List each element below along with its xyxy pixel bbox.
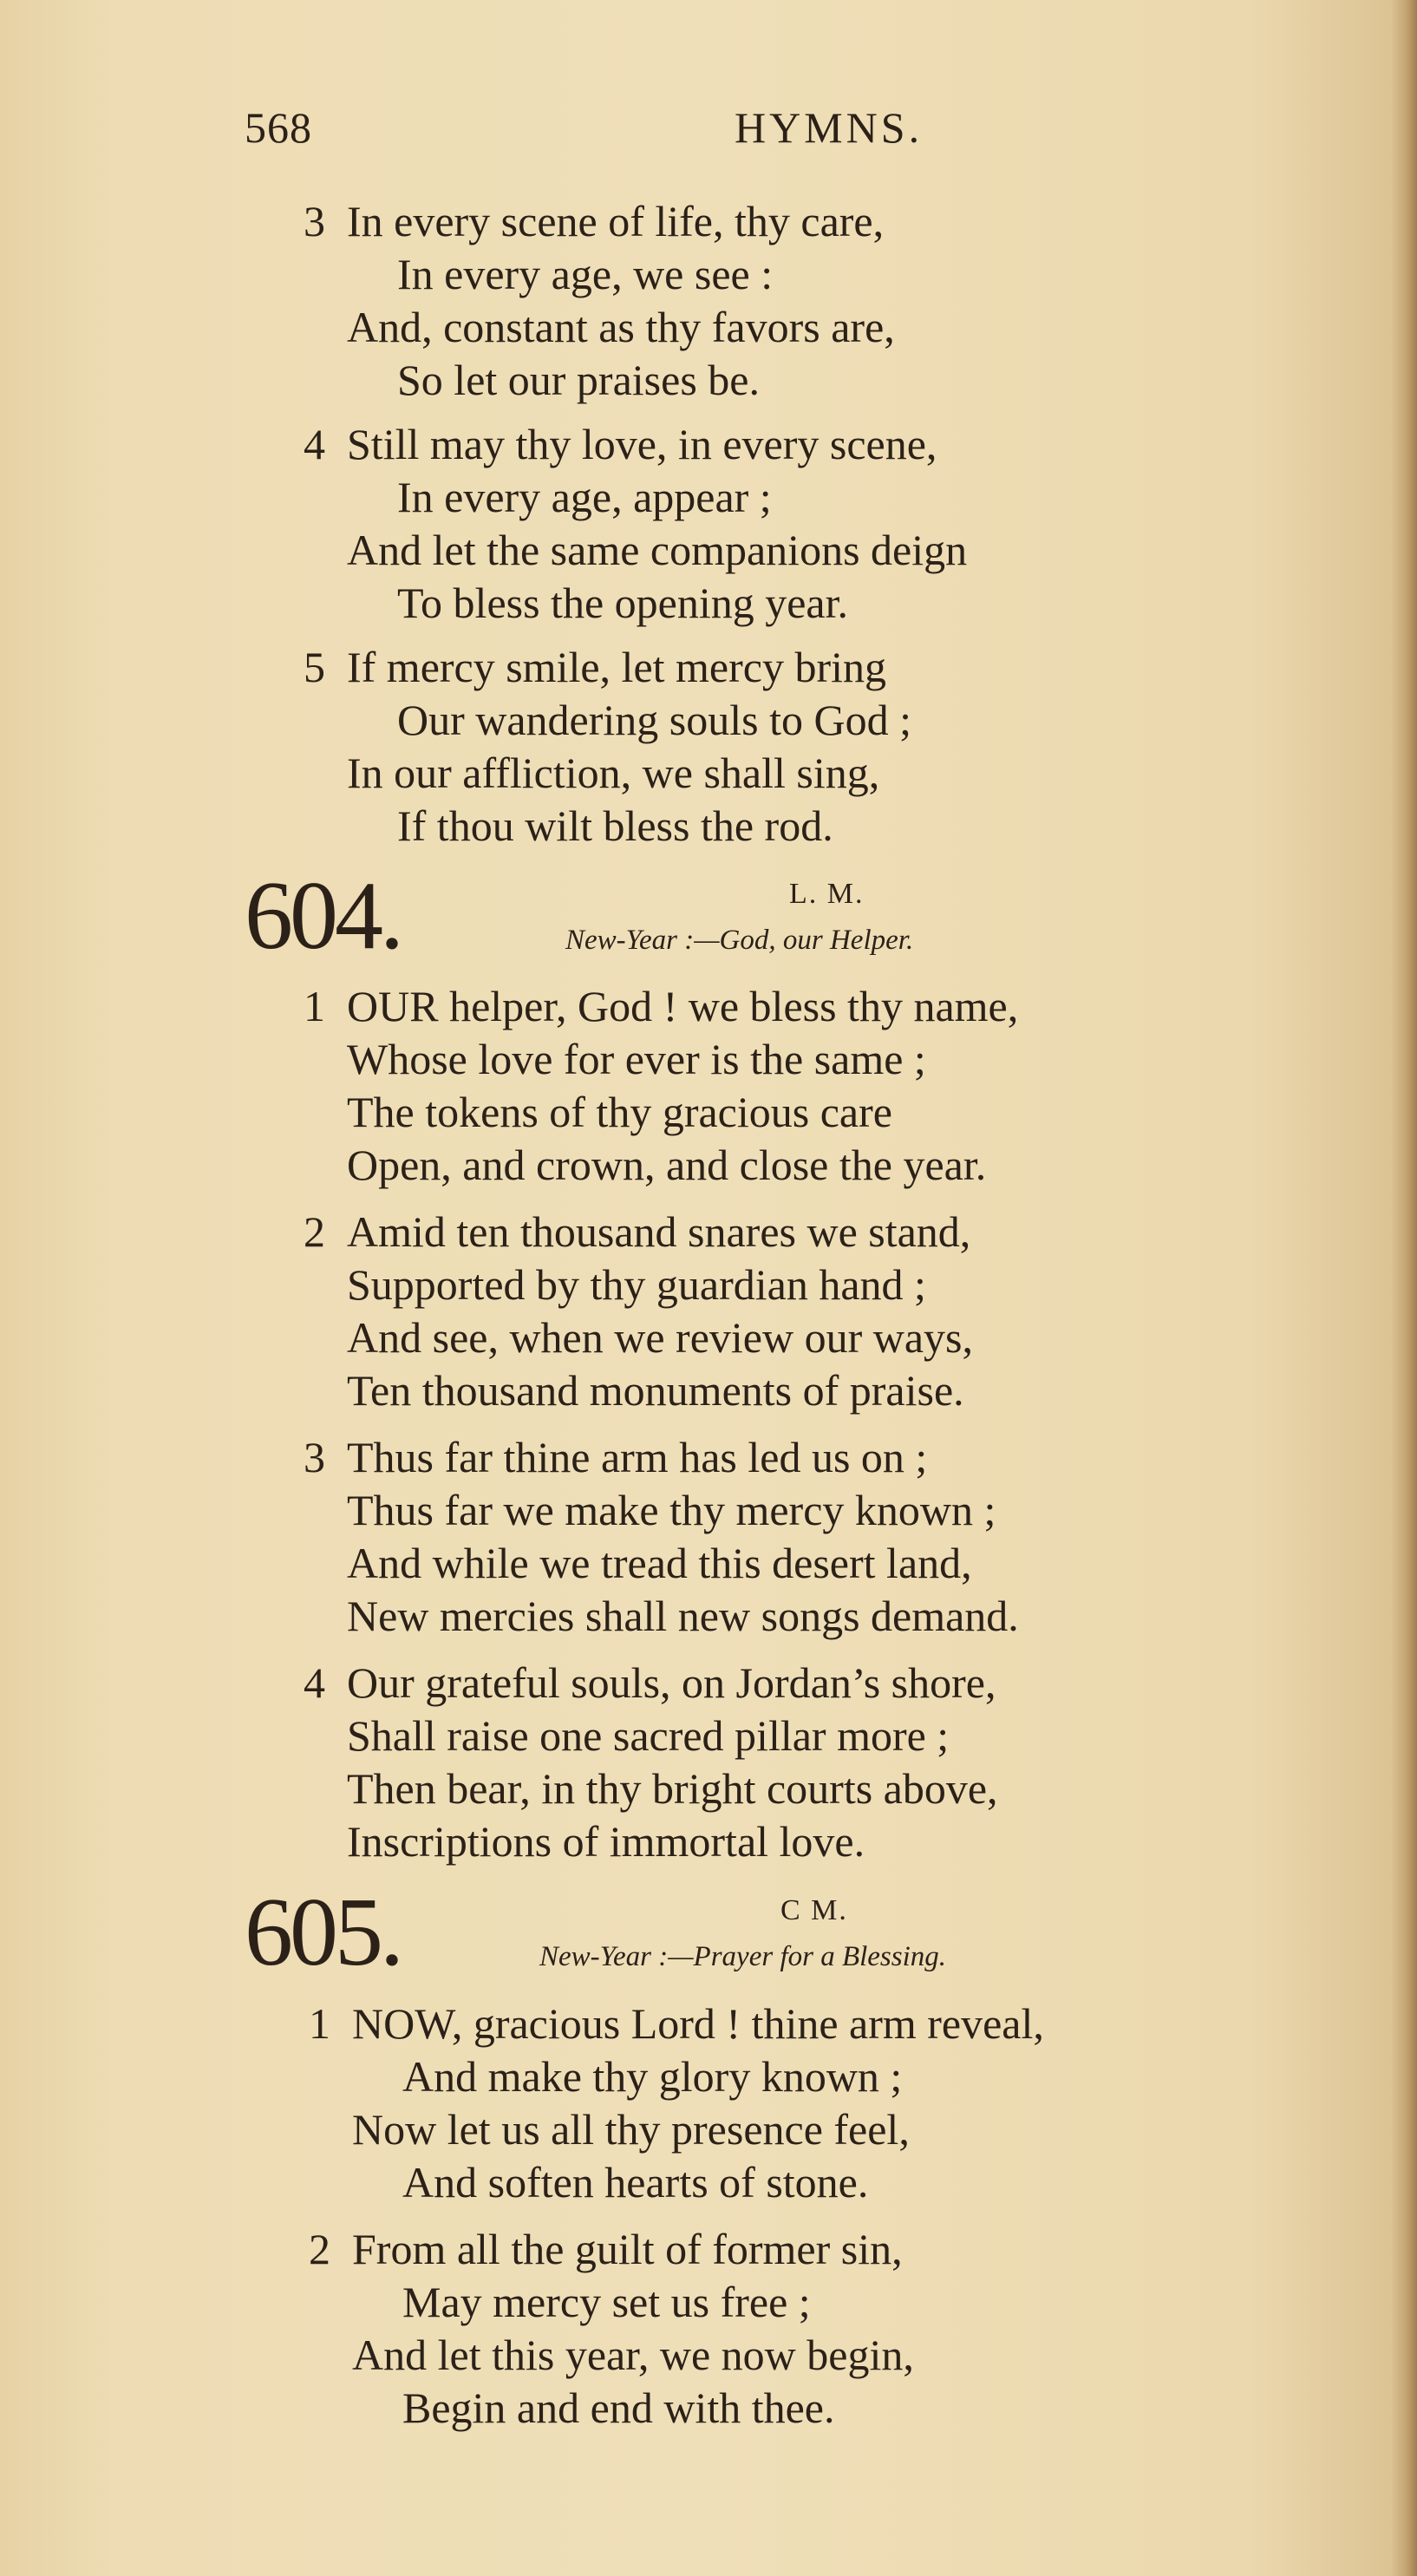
stanza-603-3 <box>304 195 895 407</box>
stanza-604-2 <box>304 1206 973 1417</box>
verse-line: To bless the opening year. <box>397 579 848 627</box>
verse-line: In every age, we see : <box>397 250 774 298</box>
verse-line: Then bear, in thy bright courts above, <box>347 1764 998 1813</box>
verse-line: In every scene of life, thy care, <box>347 197 885 245</box>
stanza-604-4 <box>304 1657 998 1868</box>
stanza-604-3 <box>304 1431 1019 1643</box>
stanza-604-1 <box>304 980 1019 1192</box>
page-header <box>245 102 956 163</box>
verse-line: So let our praises be. <box>397 356 760 404</box>
stanza-number: 2 <box>304 1207 325 1256</box>
verse-line: Open, and crown, and close the year. <box>347 1141 987 1189</box>
hymn-meter: C M. <box>780 1894 848 1926</box>
stanza-number: 5 <box>304 643 325 691</box>
stanza-603-4 <box>304 418 968 630</box>
verse-line: And let this year, we now begin, <box>352 2331 914 2379</box>
verse-line: Begin and end with thee. <box>402 2383 835 2432</box>
verse-line: If mercy smile, let mercy bring <box>347 643 886 691</box>
verse-line: Shall raise one sacred pillar more ; <box>347 1711 950 1760</box>
verse-line: And see, when we review our ways, <box>347 1313 973 1362</box>
verse-line: New mercies shall new songs demand. <box>347 1592 1019 1640</box>
verse-line: Inscriptions of immortal love. <box>347 1817 865 1866</box>
verse-line: NOW, gracious Lord ! thine arm reveal, <box>352 1999 1044 2048</box>
verse-line: The tokens of thy gracious care <box>347 1088 892 1136</box>
verse-line: OUR helper, God ! we bless thy name, <box>347 982 1019 1030</box>
verse-line: Ten thousand monuments of praise. <box>347 1366 964 1415</box>
verse-line: Thus far thine arm has led us on ; <box>347 1433 928 1481</box>
hymn-subtitle: New-Year :—God, our Helper. <box>565 925 914 956</box>
hymn-number: 605. <box>245 1879 401 1986</box>
stanza-number: 3 <box>304 197 325 245</box>
verse-line: Whose love for ever is the same ; <box>347 1035 926 1083</box>
verse-line: Our wandering souls to God ; <box>397 696 911 744</box>
verse-line: Amid ten thousand snares we stand, <box>347 1207 971 1256</box>
verse-line: And make thy glory known ; <box>402 2052 903 2101</box>
hymn-subtitle: New-Year :—Prayer for a Blessing. <box>539 1941 947 1972</box>
verse-line: And soften hearts of stone. <box>402 2158 869 2207</box>
verse-line: And let the same companions deign <box>347 526 968 574</box>
stanza-number: 2 <box>309 2225 330 2273</box>
hymn-605-heading <box>245 1879 1146 1988</box>
stanza-number: 4 <box>304 1658 325 1707</box>
verse-line: In every age, appear ; <box>397 473 772 521</box>
verse-line: Our grateful souls, on Jordan’s shore, <box>347 1658 996 1707</box>
page-number: 568 <box>245 103 312 152</box>
verse-line: And while we tread this desert land, <box>347 1539 972 1587</box>
page-spine-shadow <box>1391 0 1417 2576</box>
running-head: HYMNS. <box>735 103 924 152</box>
verse-line: Still may thy love, in every scene, <box>347 420 937 468</box>
stanza-number: 3 <box>304 1433 325 1481</box>
verse-line: And, constant as thy favors are, <box>347 303 895 351</box>
stanza-number: 1 <box>309 1999 330 2048</box>
verse-line: Supported by thy guardian hand ; <box>347 1260 926 1309</box>
hymn-604-heading <box>245 862 1077 971</box>
verse-line: May mercy set us free ; <box>402 2278 811 2326</box>
hymn-number: 604. <box>245 862 401 970</box>
verse-line: Now let us all thy presence feel, <box>352 2105 910 2154</box>
verse-line: Thus far we make thy mercy known ; <box>347 1486 996 1534</box>
hymn-meter: L. M. <box>789 878 865 910</box>
stanza-603-5 <box>304 641 911 853</box>
verse-line: In our affliction, we shall sing, <box>347 749 880 797</box>
stanza-605-1 <box>309 1997 1044 2209</box>
stanza-605-2 <box>309 2223 914 2435</box>
stanza-number: 1 <box>304 982 325 1030</box>
verse-line: From all the guilt of former sin, <box>352 2225 903 2273</box>
verse-line: If thou wilt bless the rod. <box>397 801 833 850</box>
stanza-number: 4 <box>304 420 325 468</box>
